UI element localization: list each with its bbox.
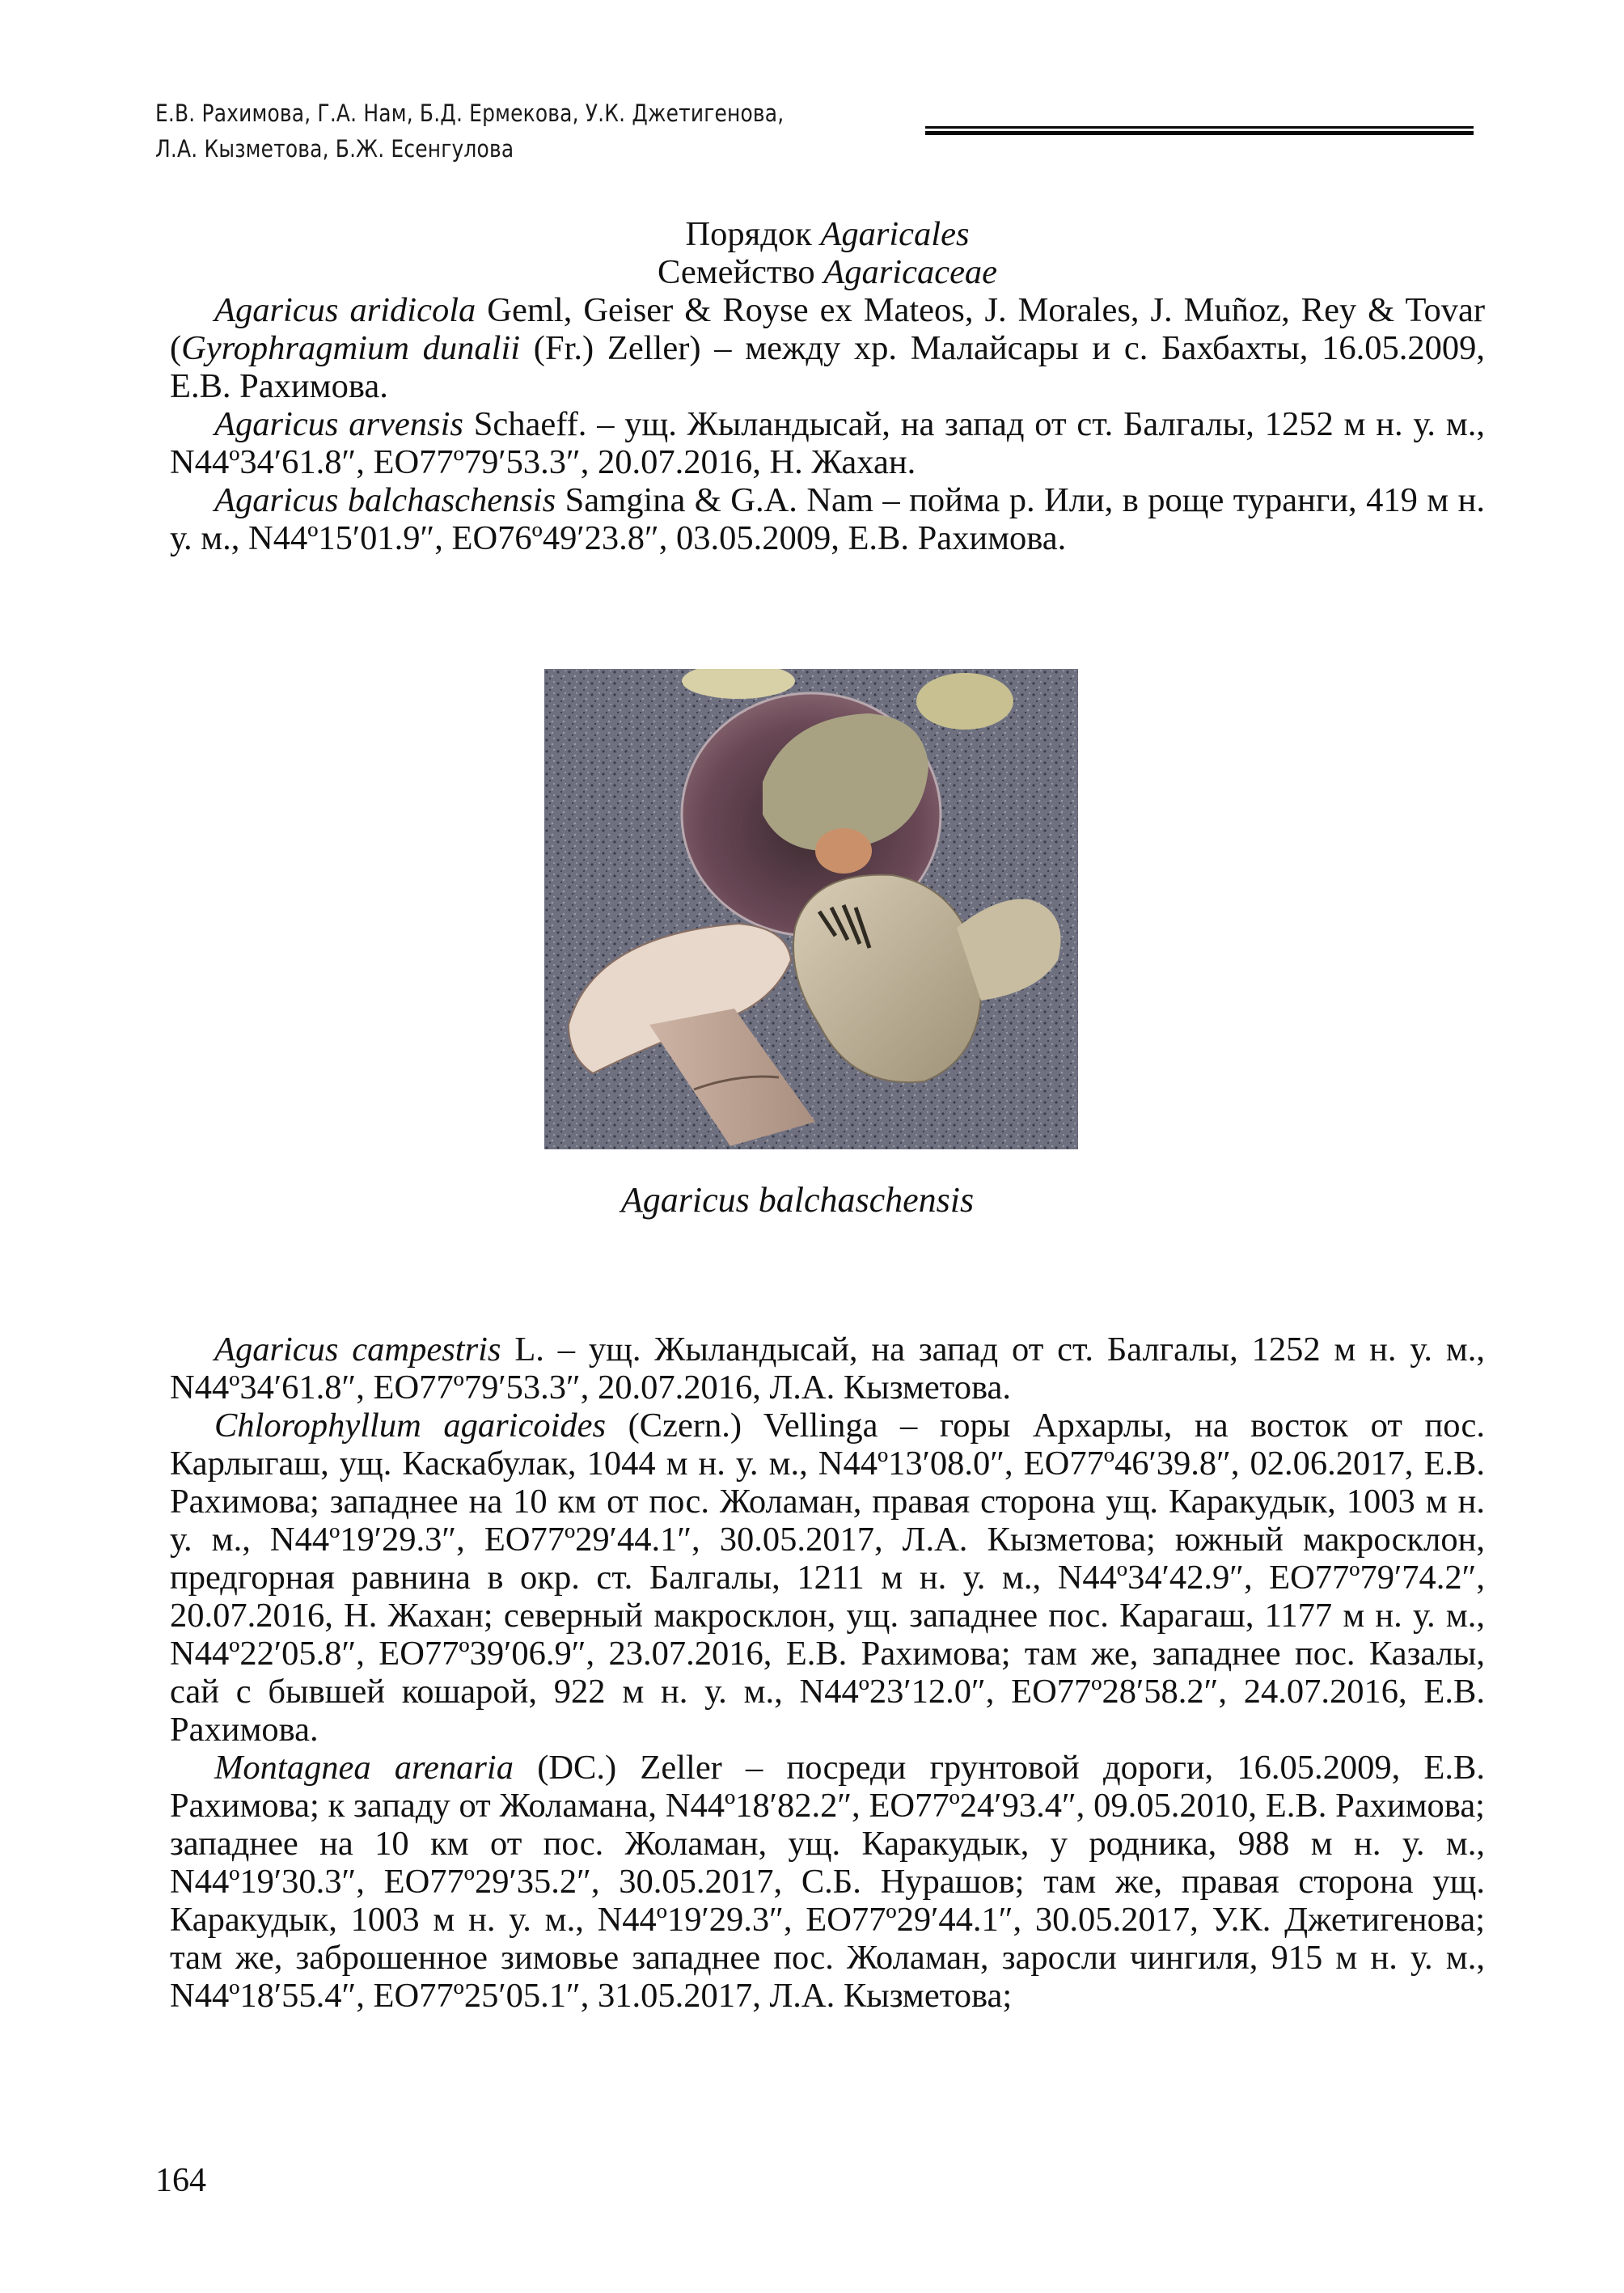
- species-name: Agaricus campestris: [214, 1331, 501, 1369]
- body-text-top: [170, 215, 1485, 557]
- page-number: 164: [155, 2162, 206, 2199]
- entry-text: Geml, Geiser & Royse ex Mateos, J. Morales, J. Muñoz, Rey & Tovar (: [170, 291, 1485, 367]
- header-rule-thin: [925, 126, 1474, 129]
- mushroom-photo-illustration: [544, 669, 1078, 1149]
- synonym-name: Gyrophragmium dunalii: [181, 329, 521, 367]
- running-head-line-1: Е.В. Рахимова, Г.А. Нам, Б.Д. Ермекова, У.К. Джетигенова,: [155, 99, 785, 127]
- order-heading: [170, 215, 1485, 253]
- leaf: [916, 673, 1013, 730]
- figure-caption: [0, 1179, 1624, 1221]
- species-entry: [170, 405, 1485, 481]
- mushroom-photo: [544, 669, 1078, 1149]
- mushroom-base: [815, 828, 872, 874]
- running-head-line-2: Л.А. Кызметова, Б.Ж. Есенгулова: [155, 135, 514, 163]
- figure-caption-text: Agaricus balchaschensis: [620, 1180, 975, 1220]
- entry-text: (Fr.) Zeller) – между хр. Малайсары и с. Бахбахты, 16.05.2009, Е.В. Рахимова.: [170, 329, 1485, 405]
- order-label: Порядок: [685, 215, 821, 253]
- species-name: Chlorophyllum agaricoides: [214, 1407, 607, 1445]
- family-label: Семейство: [657, 253, 824, 291]
- species-entry: [170, 1749, 1485, 2015]
- family-heading: [170, 253, 1485, 291]
- entry-text: (Czern.) Vellinga – горы Архарлы, на восток от пос. Карлыгаш, ущ. Каскабулак, 1044 м н. у. м., N44º13′08.0″, EO77º46′39.8″, 02.06.2017, Е.В. Рахимова; западнее на 10 км от пос. Жоламан, правая сторона ущ. Каракудык, 1003 м н. у. м., N44º19′29.3″, EO77º29′44.1″, 30.05.2017, Л.А. Кызметова; южный макросклон, предгорная равнина в окр. ст. Балгалы, 1211 м н. у. м., N44º34′42.9″, EO77º79′74.2″, 20.07.2016, Н. Жахан; северный макросклон, ущ. западнее пос. Карагаш, 1177 м н. у. м., N44º22′05.8″, EO77º39′06.9″, 23.07.2016, Е.В. Рахимова; там же, западнее пос. Казалы, сай с бывшей кошарой, 922 м н. у. м., N44º23′12.0″, EO77º28′58.2″, 24.07.2016, Е.В. Рахимова.: [170, 1407, 1486, 1749]
- entry-text: Samgina & G.A. Nam – пойма р. Или, в роще туранги, 419 м н. у. м., N44º15′01.9″, EO76º49′23.8″, 03.05.2009, Е.В. Рахимова.: [170, 481, 1485, 557]
- family-name: Agaricaceae: [823, 253, 998, 291]
- species-name: Agaricus balchaschensis: [214, 481, 556, 519]
- species-name: Agaricus aridicola: [214, 291, 476, 329]
- entry-text: (DC.) Zeller – посреди грунтовой дороги, 16.05.2009, Е.В. Рахимова; к западу от Жоламана, N44º18′82.2″, EO77º24′93.4″, 09.05.2010, Е.В. Рахимова; западнее на 10 км от пос. Жоламан, ущ. Каракудык, у родника, 988 м н. у. м., N44º19′30.3″, EO77º29′35.2″, 30.05.2017, С.Б. Нурашов; там же, правая сторона ущ. Каракудык, 1003 м н. у. м., N44º19′29.3″, EO77º29′44.1″, 30.05.2017, У.К. Джетигенова; там же, заброшенное зимовье западнее пос. Жоламан, заросли чингиля, 915 м н. у. м., N44º18′55.4″, EO77º25′05.1″, 31.05.2017, Л.А. Кызметова;: [170, 1749, 1485, 2015]
- species-entry: [170, 1331, 1485, 1407]
- order-name: Agaricales: [820, 215, 970, 253]
- species-entry: [170, 481, 1485, 557]
- species-name: Montagnea arenaria: [214, 1749, 514, 1787]
- species-entry: [170, 291, 1485, 405]
- header-rule-thick: [925, 131, 1474, 135]
- entry-text: L. – ущ. Жыландысай, на запад от ст. Балгалы, 1252 м н. у. м., N44º34′61.8″, EO77º79′53.3″, 20.07.2016, Л.А. Кызметова.: [170, 1331, 1485, 1407]
- running-head-authors: [155, 95, 823, 167]
- entry-text: Schaeff. – ущ. Жыландысай, на запад от ст. Балгалы, 1252 м н. у. м., N44º34′61.8″, EO77º79′53.3″, 20.07.2016, Н. Жахан.: [170, 405, 1485, 481]
- species-name: Agaricus arvensis: [214, 405, 463, 443]
- body-text-bottom: [170, 1331, 1485, 2015]
- species-entry: [170, 1407, 1485, 1749]
